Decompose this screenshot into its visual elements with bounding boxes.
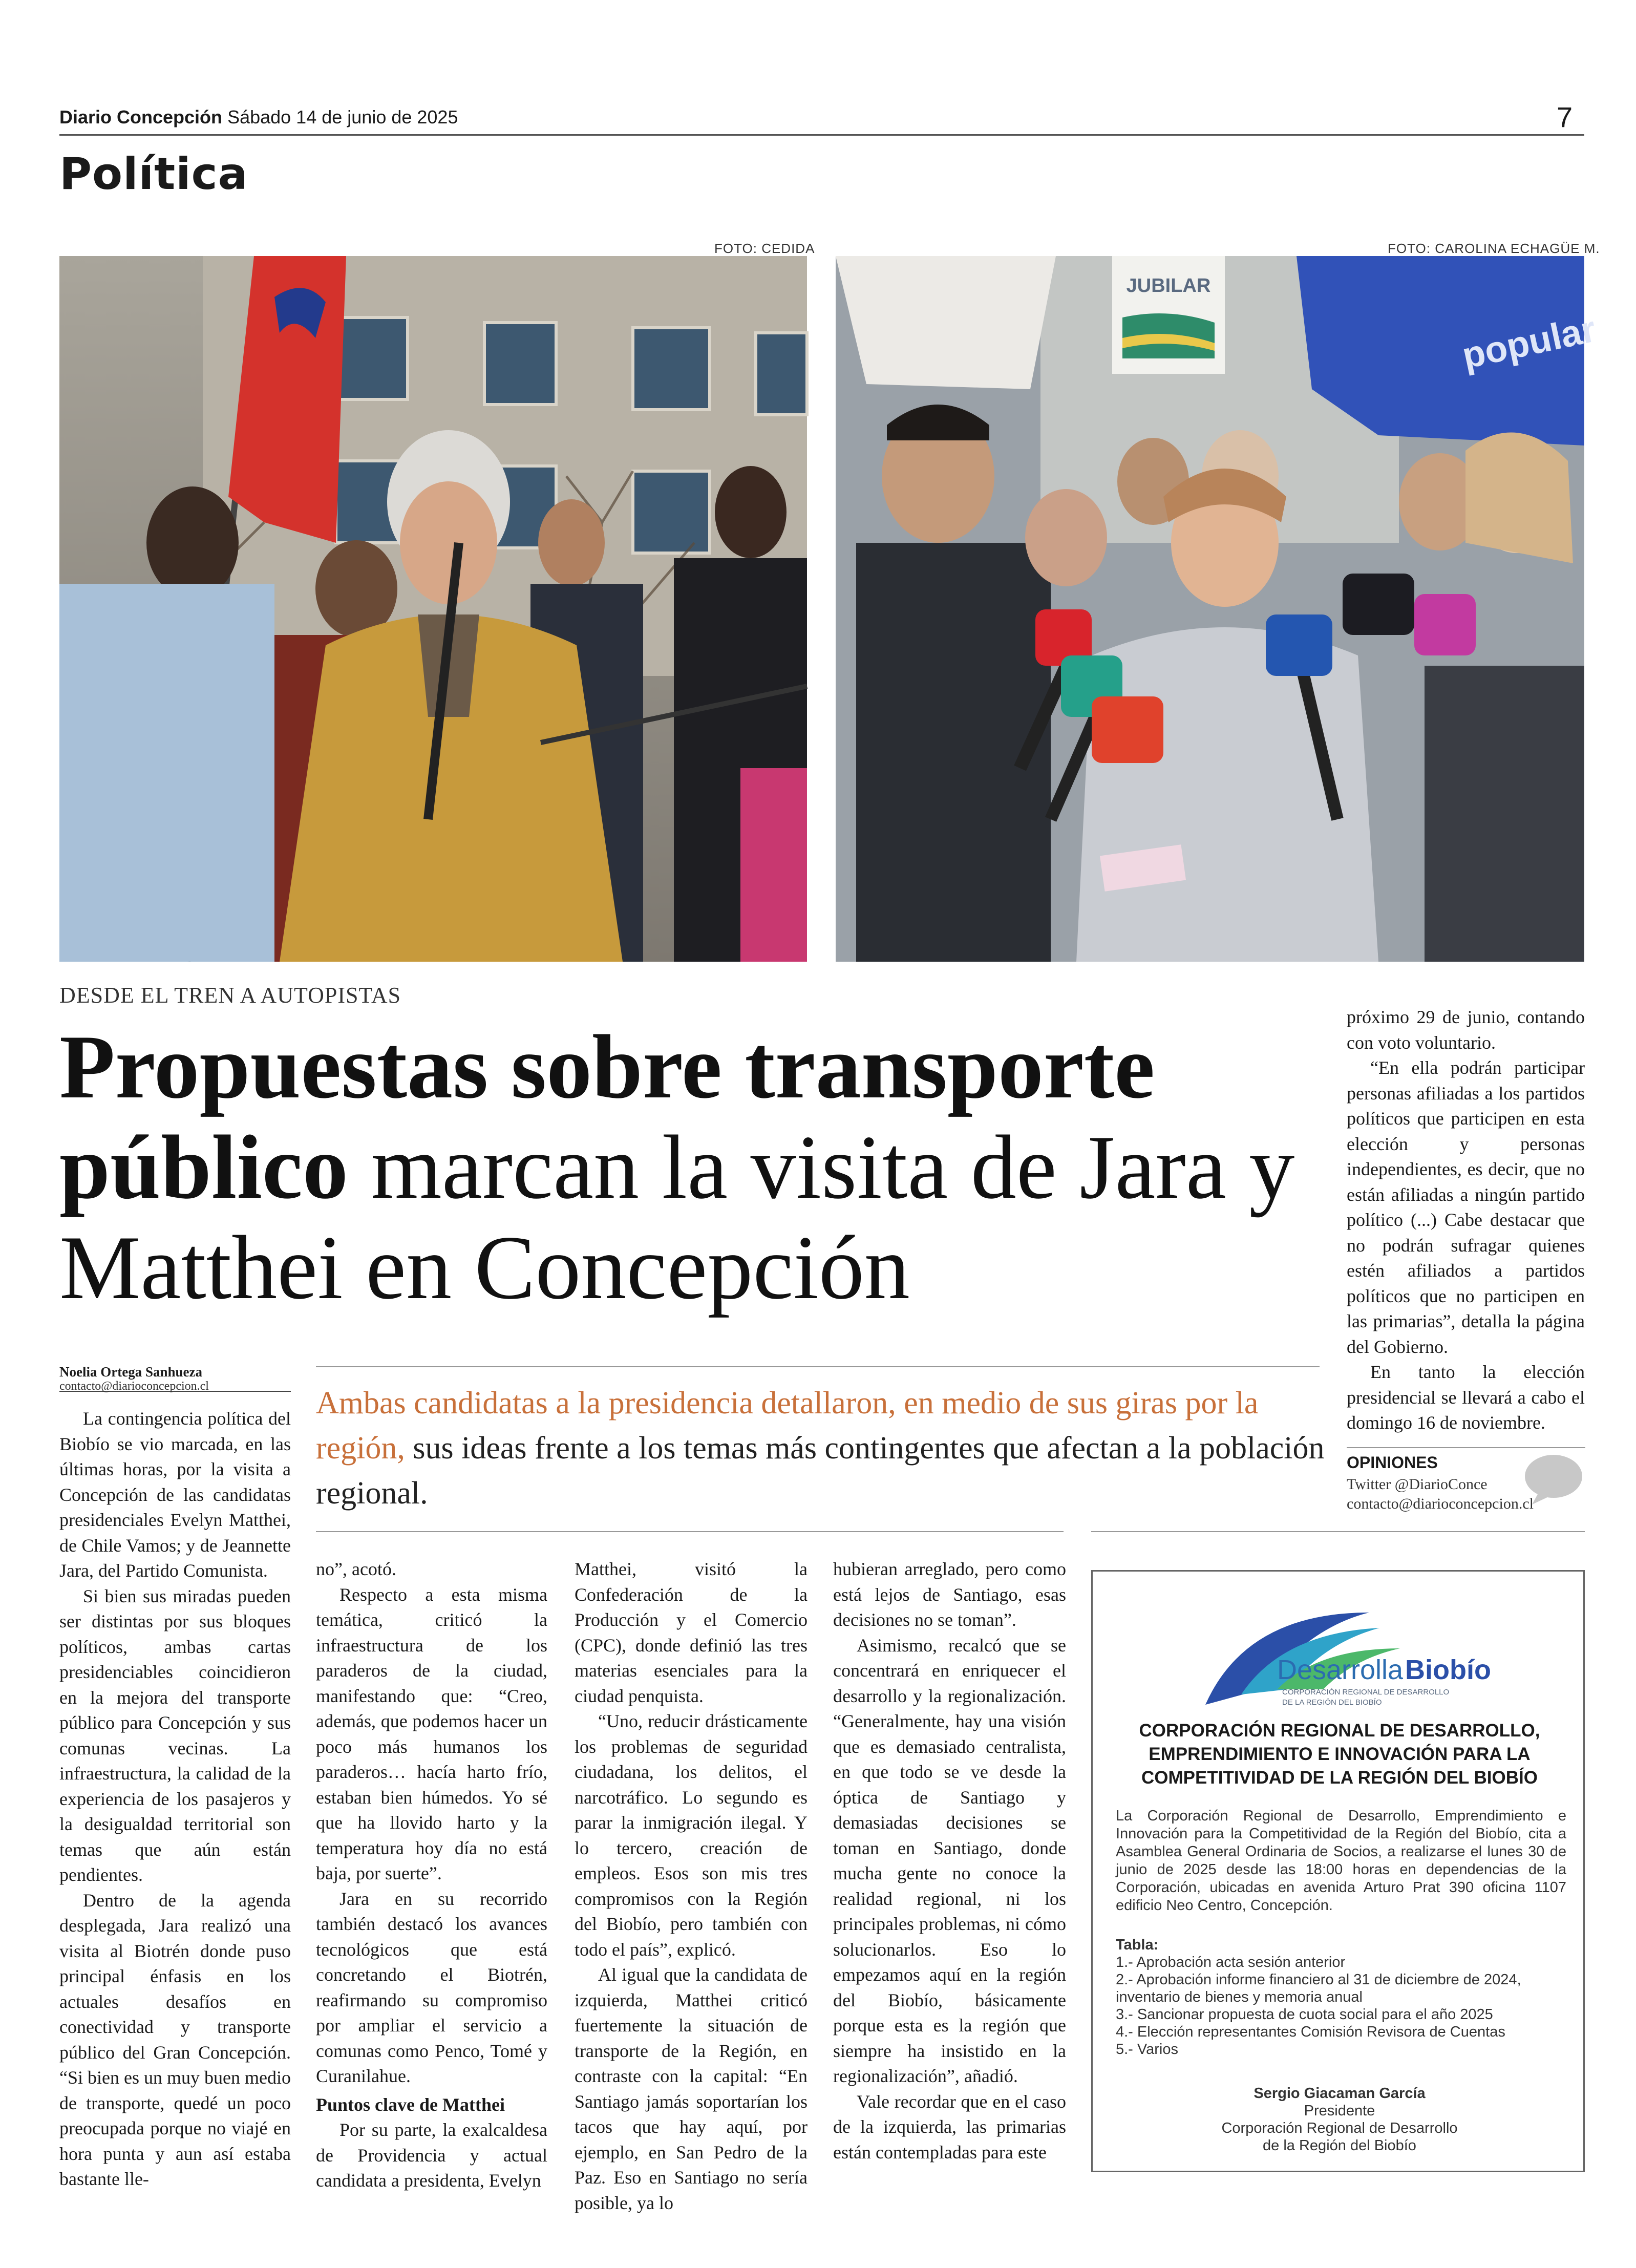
section-title: Política xyxy=(59,149,248,200)
paragraph: Dentro de la agenda desplegada, Jara realizó una visita al Biotrén donde puso principal énfasis en los actuales desafíos en conectividad y transporte público del Gran Concepción. “Si bien es un muy buen medio de transporte, quedé un poco preocupada porque no viajé en hora punta y aun así estaba bastante lle- xyxy=(59,1890,291,2189)
paragraph-continued: próximo 29 de junio, contando con voto voluntario. xyxy=(1347,1007,1585,1053)
header-rule xyxy=(59,134,1584,136)
deck-top-rule xyxy=(316,1366,1320,1367)
paragraph: Si bien sus miradas pueden ser distintas por sus bloques políticos, ambas cartas presidenciables coincidieron en la mejora del transporte público para Concepción y sus comunas vecinas. La infraestructura, la calidad de la experiencia de los pasajeros y la desigualdad territorial son temas que aún están pendientes. xyxy=(59,1585,291,1885)
headline xyxy=(59,1016,1329,1318)
paragraph: Jara en su recorrido también destacó los avances tecnológicos que está concretando el Biotrén, reafirmando su compromiso por ampliar el servicio a comunas como Penco, Tomé y Curanilahue. xyxy=(316,1888,547,2086)
paragraph: En tanto la elección presidencial se llevará a cabo el domingo 16 de noviembre. xyxy=(1347,1362,1585,1433)
body-column-4 xyxy=(833,1557,1066,2165)
ad-agenda-item: 4.- Elección representantes Comisión Revisora de Cuentas xyxy=(1116,2024,1505,2040)
opinions-top-rule xyxy=(1347,1447,1585,1448)
paragraph-continued: hubieran arreglado, pero como está lejos de Santiago, esas decisiones no se toman”. xyxy=(833,1559,1066,1630)
body-column-5 xyxy=(1347,1005,1585,1436)
headline-rest: marcan la visita de Jara y Matthei en Concepción xyxy=(59,1116,1295,1318)
ad-agenda-item: 5.- Varios xyxy=(1116,2041,1178,2058)
speech-bubble-icon xyxy=(1523,1453,1584,1507)
photo-matthei-press xyxy=(836,256,1600,962)
body-column-2 xyxy=(316,1557,547,2194)
paragraph: Al igual que la candidata de izquierda, Matthei criticó fuertemente la situación de transporte de la Región, en contraste con la capital: “En Santiago jamás soportarían los tacos que hay aquí, por ejemplo, en San Pedro de la Paz. Eso en Santiago no sería posible, ya lo xyxy=(575,1964,808,2213)
byline-email: contacto@diarioconcepcion.cl xyxy=(59,1380,209,1393)
opinions-bottom-rule xyxy=(1091,1531,1585,1532)
deck-highlight: Ambas candidatas a la presidencia detallaron, en medio de sus giras por la región, xyxy=(316,1386,1259,1466)
photo-jara-rally xyxy=(59,256,807,962)
paragraph: Asimismo, recalcó que se concentrará en enriquecer el desarrollo y la regionalización. “Generalmente, hay una visión que es demasiado centralista, en que todo se ve desde la óptica de Santiago y demasiadas decisiones se toman en Santiago, donde mucha gente no conoce la realidad regional, ni los principales problemas, ni cómo solucionarlos. Eso lo empezamos aquí en la región del Biobío, básicamente porque esta es la región que siempre ha insistido en la regionalización”, añadió. xyxy=(833,1635,1066,2086)
logo-wordmark-a: Desarrolla xyxy=(1277,1655,1404,1685)
ad-agenda-title: Tabla: xyxy=(1116,1937,1159,1953)
paragraph: Vale recordar que en el caso de la izquierda, las primarias están contempladas para este xyxy=(833,2091,1066,2163)
opinions-twitter[interactable]: Twitter @DiarioConce xyxy=(1347,1476,1488,1493)
popular-flag: popular xyxy=(1458,308,1600,377)
photo-matthei-illustration xyxy=(836,256,1600,962)
signer-name: Sergio Giacaman García xyxy=(1253,2085,1426,2102)
logo-wordmark-b: Biobío xyxy=(1405,1655,1491,1685)
logo-sub-2: DE LA REGIÓN DEL BIOBÍO xyxy=(1282,1698,1382,1707)
deck xyxy=(316,1381,1340,1516)
masthead-line xyxy=(59,107,458,128)
logo-sub-1: CORPORACIÓN REGIONAL DE DESARROLLO xyxy=(1282,1688,1450,1697)
ad-body: La Corporación Regional de Desarrollo, Emprendimiento e Innovación para la Competitividad de la Región del Biobío, cita a Asamblea General Ordinaria de Socios, a realizarse el lunes 30 de junio de 2025 desde las 18:00 horas en dependencias de la Corporación, ubicadas en avenida Arturo Prat 390 oficina 1107 edificio Neo Centro, Concepción. xyxy=(1116,1808,1566,1914)
deck-bottom-rule xyxy=(316,1531,1064,1532)
opinions-title: OPINIONES xyxy=(1347,1453,1438,1472)
paragraph: “Uno, reducir drásticamente los problemas de seguridad ciudadana, los delitos, el narcotráfico. Lo segundo es parar la inmigración ilegal. Y lo tercero, creación de empleos. Esos son mis tres compromisos con la Región del Biobío, pero también con todo el país”, explicó. xyxy=(575,1711,808,1960)
paragraph: Respecto a esta misma temática, criticó la infraestructura de los paraderos de la ciudad, manifestando que: “Creo, además, que podemos hacer un poco más humanos los paraderos… hacía harto frío, estaban bien húmedos. Yo sé que ha llovido harto y la temperatura hoy día no está baja, por suerte”. xyxy=(316,1584,547,1883)
paragraph-continued: Matthei, visitó la Confederación de la Producción y el Comercio (CPC), donde definió las tres materias esenciales para la ciudad penquista. xyxy=(575,1559,808,1706)
ad-agenda-item: 3.- Sancionar propuesta de cuota social para el año 2025 xyxy=(1116,2006,1493,2023)
byline: Noelia Ortega Sanhueza xyxy=(59,1364,202,1380)
photo-jara-illustration xyxy=(59,256,807,962)
deck-rest: sus ideas frente a los temas más contingentes que afectan a la población regional. xyxy=(316,1431,1325,1511)
paragraph: Por su parte, la exalcaldesa de Providencia y actual candidata a presidenta, Evelyn xyxy=(316,2119,547,2191)
desarrolla-biobio-logo xyxy=(1185,1592,1502,1718)
signer-role: Presidente xyxy=(1304,2103,1375,2119)
ad-agenda-item: 1.- Aprobación acta sesión anterior xyxy=(1116,1954,1346,1970)
paragraph: “En ella podrán participar personas afiliadas a los partidos políticos que participen en esta elección y personas independientes, es decir, que no están afiliadas a ningún partido político (...) Cabe destacar que no podrán sufragar quienes estén afiliados a partidos políticos que no participen en las primarias”, detalla la página del Gobierno. xyxy=(1347,1057,1585,1357)
issue-date: Sábado 14 de junio de 2025 xyxy=(227,107,458,128)
jubilar-sign: JUBILAR xyxy=(1126,275,1211,296)
paragraph: La contingencia política del Biobío se vio marcada, en las últimas horas, por la visita a Concepción de las candidatas presidenciales Evelyn Matthei, de Chile Vamos; y de Jeannette Jara, del Partido Comunista. xyxy=(59,1408,291,1581)
ad-title: CORPORACIÓN REGIONAL DE DESARROLLO, EMPRENDIMIENTO E INNOVACIÓN PARA LA COMPETITIVIDAD DE LA REGIÓN DEL BIOBÍO xyxy=(1139,1721,1540,1788)
headline-bold: Propuestas sobre transporte público xyxy=(59,1016,1155,1218)
kicker: DESDE EL TREN A AUTOPISTAS xyxy=(59,983,401,1008)
subhead: Puntos clave de Matthei xyxy=(316,2094,505,2115)
paper-name: Diario Concepción xyxy=(59,107,223,128)
body-column-1 xyxy=(59,1406,291,2192)
ad-agenda-item: 2.- Aprobación informe financiero al 31 de diciembre de 2024, inventario de bienes y memoria anual xyxy=(1116,1972,1521,2005)
body-column-3 xyxy=(575,1557,808,2216)
notice-ad xyxy=(1091,1570,1585,2172)
signer-org-1: Corporación Regional de Desarrollo xyxy=(1221,2120,1458,2136)
right-photo-credit: FOTO: CAROLINA ECHAGÜE M. xyxy=(1388,241,1600,256)
ad-agenda xyxy=(1116,1936,1566,2058)
signer-org-2: de la Región del Biobío xyxy=(1263,2137,1416,2154)
left-photo-credit: FOTO: CEDIDA xyxy=(714,241,815,256)
opinions-email[interactable]: contacto@diarioconcepcion.cl xyxy=(1347,1495,1534,1512)
ad-signature xyxy=(1093,2085,1586,2154)
paragraph-continued: no”, acotó. xyxy=(316,1559,396,1579)
page-number: 7 xyxy=(1557,101,1573,133)
